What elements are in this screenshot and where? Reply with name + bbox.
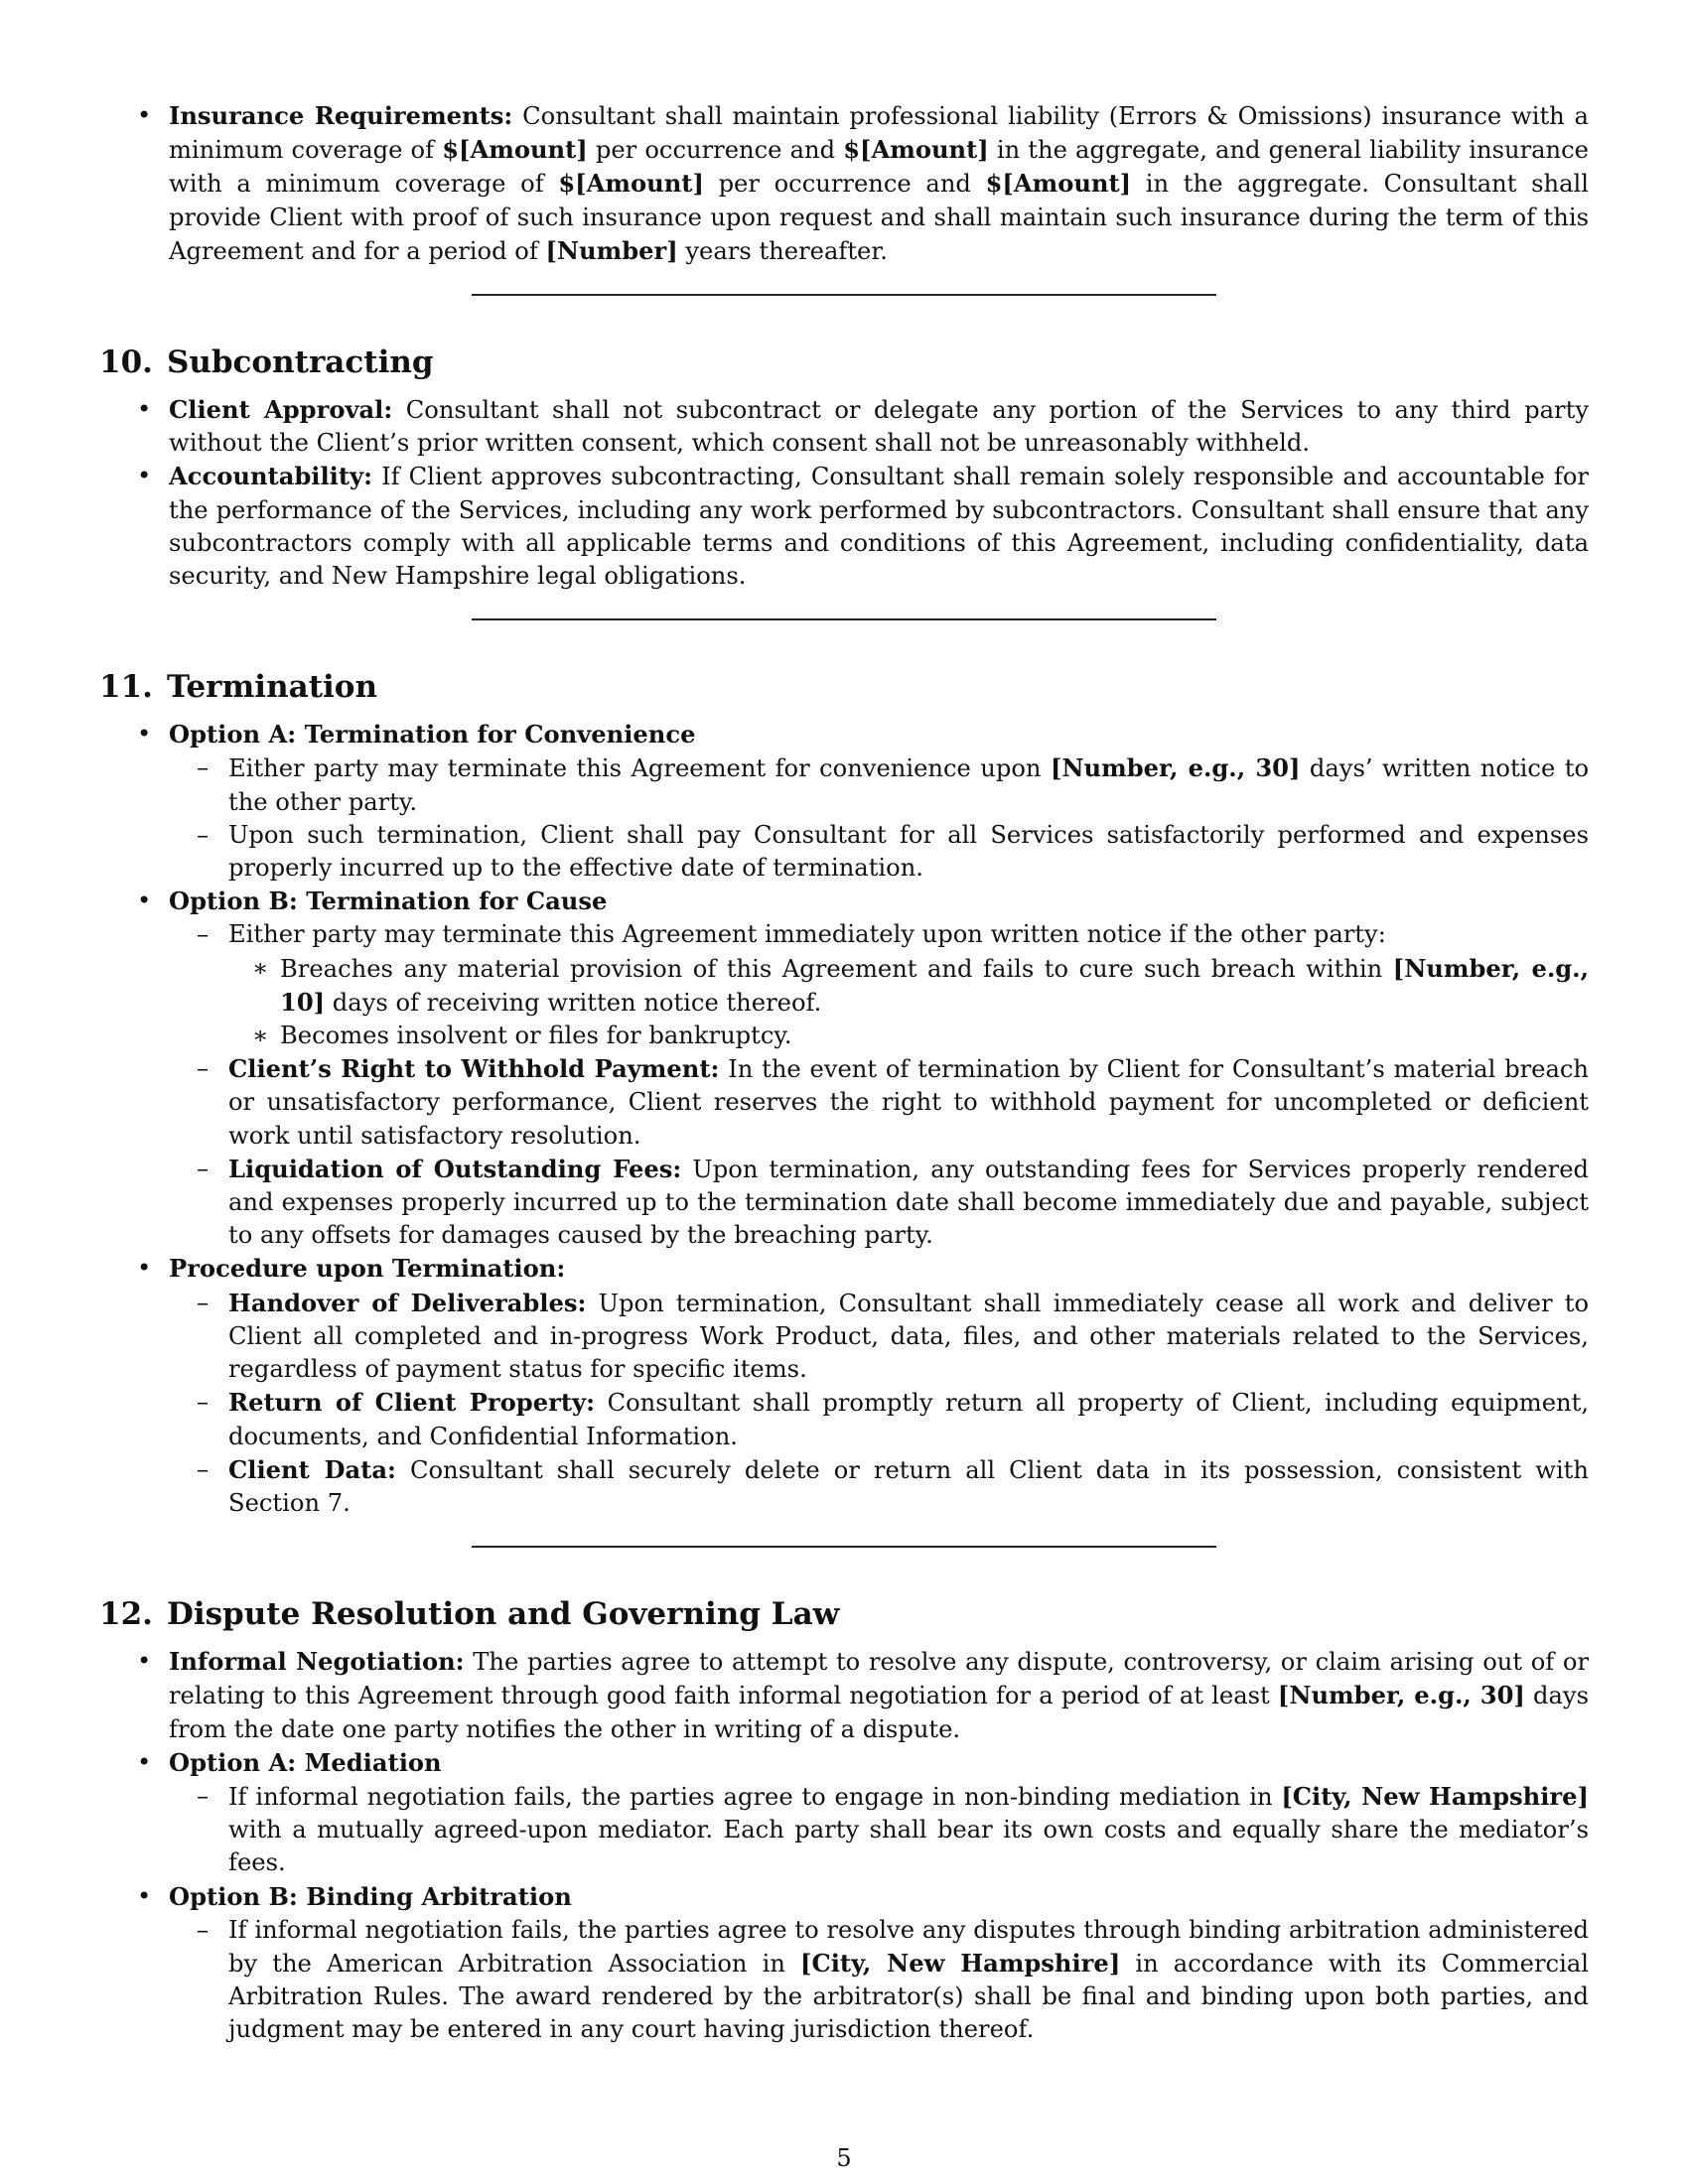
list-item: – Handover of Deliverables: Upon termination, Consultant shall immediately cease all work and deliver to Client all completed and in-progress Work Product, data, files, and other materials related to the Services, regardless of payment status for specific items. xyxy=(197,1288,1590,1384)
list-item: – Either party may terminate this Agreement for convenience upon [Number, e.g., 30] days’ written notice to the other party. xyxy=(197,753,1590,816)
list-item: ∗ Breaches any material provision of this Agreement and fails to cure such breach within [Number, e.g., 10] days of receiving written notice thereof. xyxy=(252,953,1590,1017)
section-9-list xyxy=(99,99,1589,268)
client-approval-item: • Client Approval: Consultant shall not subcontract or delegate any portion of the Services to any third party without the Client’s prior written consent, which consent shall not be unreasonably withheld. xyxy=(137,395,1589,458)
bullet-marker: • xyxy=(137,1254,152,1283)
option-a-termination-item: • Option A: Termination for Convenience – Either party may terminate this Agreement for convenience upon [Number, e.g., 30] days’ written notice to the other party. – Upon such termination, Client shall pay Consultant for all Services satisfactorily performed and expenses properly incurred up to the effective date of termination. xyxy=(99,718,1589,885)
dash-marker: – xyxy=(197,1915,210,1944)
option-a-mediation-item: • Option A: Mediation – If informal negotiation fails, the parties agree to engage in non-binding mediation in [City, New Hampshire] with a mutually agreed-upon mediator. Each party shall bear its own costs and equally share the mediator’s fees. xyxy=(99,1746,1589,1880)
list-item: – If informal negotiation fails, the parties agree to engage in non-binding mediation in [City, New Hampshire] with a mutually agreed-upon mediator. Each party shall bear its own costs and equally share the mediator’s fees. xyxy=(197,1781,1590,1877)
informal-negotiation-item: • Informal Negotiation: The parties agree to attempt to resolve any dispute, controversy, or claim arising out of or relating to this Agreement through good faith informal negotiation for a period of at least [Number, e.g., 30] days from the date one party notifies the other in writing of a dispute. xyxy=(137,1647,1590,1743)
list-item: – Either party may terminate this Agreement immediately upon written notice if the other party: ∗ Breaches any material provision of this Agreement and fails to cure such breach within [Number, e.g., 10] days of receiving written notice thereof. ∗ Becomes insolvent or files for bankruptcy. xyxy=(169,918,1589,1052)
bullet-marker: • xyxy=(137,1747,152,1776)
section-11-heading: 11. Termination xyxy=(99,669,378,706)
list-item: – Liquidation of Outstanding Fees: Upon termination, any outstanding fees for Services properly rendered and expenses properly incurred up to the termination date shall become immediately due and payable, subject to any offsets for damages caused by the breaching party. xyxy=(197,1154,1589,1250)
section-12-heading: 12. Dispute Resolution and Governing Law xyxy=(99,1596,840,1633)
bullet-marker: • xyxy=(137,1881,152,1910)
bullet-marker: • xyxy=(137,1647,152,1676)
section-12-list xyxy=(99,1645,1589,2046)
list-item: ∗ Becomes insolvent or files for bankruptcy. xyxy=(228,1020,1589,1052)
bullet-marker: • xyxy=(137,101,152,129)
dash-marker: – xyxy=(197,1288,210,1316)
section-10-heading: 10. Subcontracting xyxy=(99,344,434,381)
procedure-item: • Procedure upon Termination: – Handover of Deliverables: Upon termination, Consultant shall immediately cease all work and deliver to Client all completed and in-progress Work Product, data, files, and other materials related to the Services, regardless of payment status for specific items. – Return of Client Property: Consultant shall promptly return all property of Client, including equipment, documents, and Confidential Information. – Client Data: Consultant shall securely delete or return all Client data in its possession, consistent with Section 7. xyxy=(99,1252,1589,1520)
list-item: – Upon such termination, Client shall pay Consultant for all Services satisfactorily performed and expenses properly incurred up to the effective date of termination. xyxy=(197,820,1589,883)
list-item: – If informal negotiation fails, the parties agree to resolve any disputes through binding arbitration administered by the American Arbitration Association in [City, New Hampshire] in accordance with its Commercial Arbitration Rules. The award rendered by the arbitrator(s) shall be final and binding upon both parties, and judgment may be entered in any court having jurisdiction thereof. xyxy=(197,1915,1589,2044)
item-label: Insurance Requirements: xyxy=(169,101,513,130)
dash-marker: – xyxy=(197,1454,210,1483)
page-number: 5 xyxy=(836,2144,852,2172)
list-item: – Return of Client Property: Consultant shall promptly return all property of Client, including equipment, documents, and Confidential Information. xyxy=(197,1388,1590,1450)
option-b-termination-item: • Option B: Termination for Cause – Either party may terminate this Agreement immediately upon written notice if the other party: ∗ Breaches any material provision of this Agreement and fails to cure such breach within [Number, e.g., 10] days of receiving written notice thereof. ∗ Becomes insolvent or files for bankruptcy. – Client’s Right to Withhold Payment: In the event of termination by Client for Consultant’s material breach or unsatisfactory performance, Client reserves the right to withhold payment for uncompleted or deficient work until satisfactory resolution. – Liquidation of Outstanding Fees: Upon termination, any outstanding fees for Services properly rendered and expenses properly incurred up to the termination date shall become immediately due and payable, subject to any offsets for damages caused by the breaching party. xyxy=(99,885,1589,1252)
section-10-list xyxy=(99,393,1589,593)
dash-marker: – xyxy=(197,1388,210,1417)
accountability-item: • Accountability: If Client approves subcontracting, Consultant shall remain solely responsible and accountable for the performance of the Services, including any work performed by subcontractors. Consultant shall ensure that any subcontractors comply with all applicable terms and conditions of this Agreement, including confidentiality, data security, and New Hampshire legal obligations. xyxy=(137,462,1589,591)
dash-marker: – xyxy=(197,1781,210,1810)
section-divider xyxy=(472,294,1216,296)
list-item: – Client’s Right to Withhold Payment: In the event of termination by Client for Consultant’s material breach or unsatisfactory performance, Client reserves the right to withhold payment for uncompleted or deficient work until satisfactory resolution. xyxy=(197,1054,1589,1150)
dash-marker: – xyxy=(197,753,210,782)
option-b-arbitration-item: • Option B: Binding Arbitration – If informal negotiation fails, the parties agree to resolve any disputes through binding arbitration administered by the American Arbitration Association in [City, New Hampshire] in accordance with its Commercial Arbitration Rules. The award rendered by the arbitrator(s) shall be final and binding upon both parties, and judgment may be entered in any court having jurisdiction thereof. xyxy=(99,1880,1589,2047)
dash-marker: – xyxy=(197,920,210,949)
bullet-marker: • xyxy=(137,395,152,424)
insurance-requirements-item: • Insurance Requirements: Consultant shall maintain professional liability (Errors & Omissions) insurance with a minimum coverage of $[Amount] per occurrence and $[Amount] in the aggregate, and general liability insurance with a minimum coverage of $[Amount] per occurrence and $[Amount] in the aggregate. Consultant shall provide Client with proof of such insurance upon request and shall maintain such insurance during the term of this Agreement and for a period of [Number] years thereafter. xyxy=(137,101,1589,265)
section-divider xyxy=(472,1546,1216,1548)
document-page xyxy=(99,99,1589,2047)
bullet-marker: • xyxy=(137,887,152,915)
bullet-marker: • xyxy=(137,720,152,749)
section-11-list xyxy=(99,718,1589,1520)
dash-marker: – xyxy=(197,820,210,849)
section-divider xyxy=(472,618,1216,620)
star-marker: ∗ xyxy=(252,953,269,982)
dash-marker: – xyxy=(197,1054,210,1083)
bullet-marker: • xyxy=(137,462,152,490)
list-item: – Client Data: Consultant shall securely delete or return all Client data in its possession, consistent with Section 7. xyxy=(197,1454,1589,1517)
star-marker: ∗ xyxy=(252,1022,269,1050)
dash-marker: – xyxy=(197,1154,210,1182)
